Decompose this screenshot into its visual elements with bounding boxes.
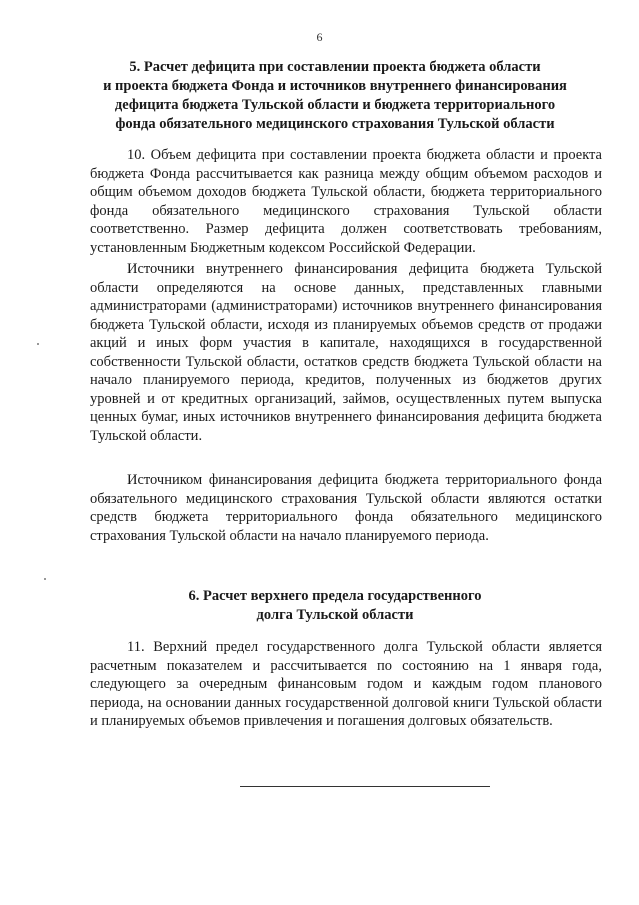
paragraph-10: 10. Объем дефицита при составлении проекта бюджета области и проекта бюджета Фонда рассчитывается как разница между общим объемом расходов и общим объемом доходов бюджета Тульской области, бюджета территориального фонда обязательного медицинского страхования Тульской области соответственно. Размер дефицита должен соответствовать требованиям, установленным Бюджетным кодексом Российской Федерации. [90,147,602,256]
section-6-heading [70,587,600,625]
end-of-document-rule [240,786,490,787]
section-6-heading-line: 6. Расчет верхнего предела государственного [188,588,482,604]
paragraph-financing-sources: Источники внутреннего финансирования дефицита бюджета Тульской области определяются на основе данных, представленных главными администраторами (администраторами) источников внутреннего финансирования бюджета Тульской области, исходя из планируемых объемов средств от продажи акций и иных форм участия в капитале, находящихся в государственной собственности Тульской области, остатков средств бюджета Тульской области на начало планируемого периода, кредитов, полученных из бюджетов других уровней и от кредитных организаций, займов, осуществленных путем выпуска ценных бумаг, иных источников внутреннего финансирования дефицита бюджета Тульской области. [90,261,602,444]
paragraph-fund-financing-source: Источником финансирования дефицита бюджета территориального фонда обязательного медицинского страхования Тульской области являются остатки средств бюджета территориального фонда обязательного медицинского страхования Тульской области на начало планируемого периода. [90,472,602,544]
paragraph-11: 11. Верхний предел государственного долга Тульской области является расчетным показателем и рассчитывается по состоянию на 1 января года, следующего за очередным финансовым годом и каждым годом планового периода, на основании данных государственной долговой книги Тульской области и планируемых объемов привлечения и погашения долговых обязательств. [90,639,602,729]
section-6-heading-line: долга Тульской области [256,607,414,623]
section-5-heading-line: и проекта бюджета Фонда и источников внутреннего финансирования [103,78,567,94]
section-5-heading-line: дефицита бюджета Тульской области и бюджета территориального [114,97,556,113]
section-5-heading-line: 5. Расчет дефицита при составлении проекта бюджета области [129,59,541,75]
page-number: 6 [316,30,323,44]
section-5-heading-line: фонда обязательного медицинского страхования Тульской области [115,116,555,132]
scan-speck [44,578,46,580]
scan-speck [37,343,39,345]
section-5-heading [70,58,600,134]
